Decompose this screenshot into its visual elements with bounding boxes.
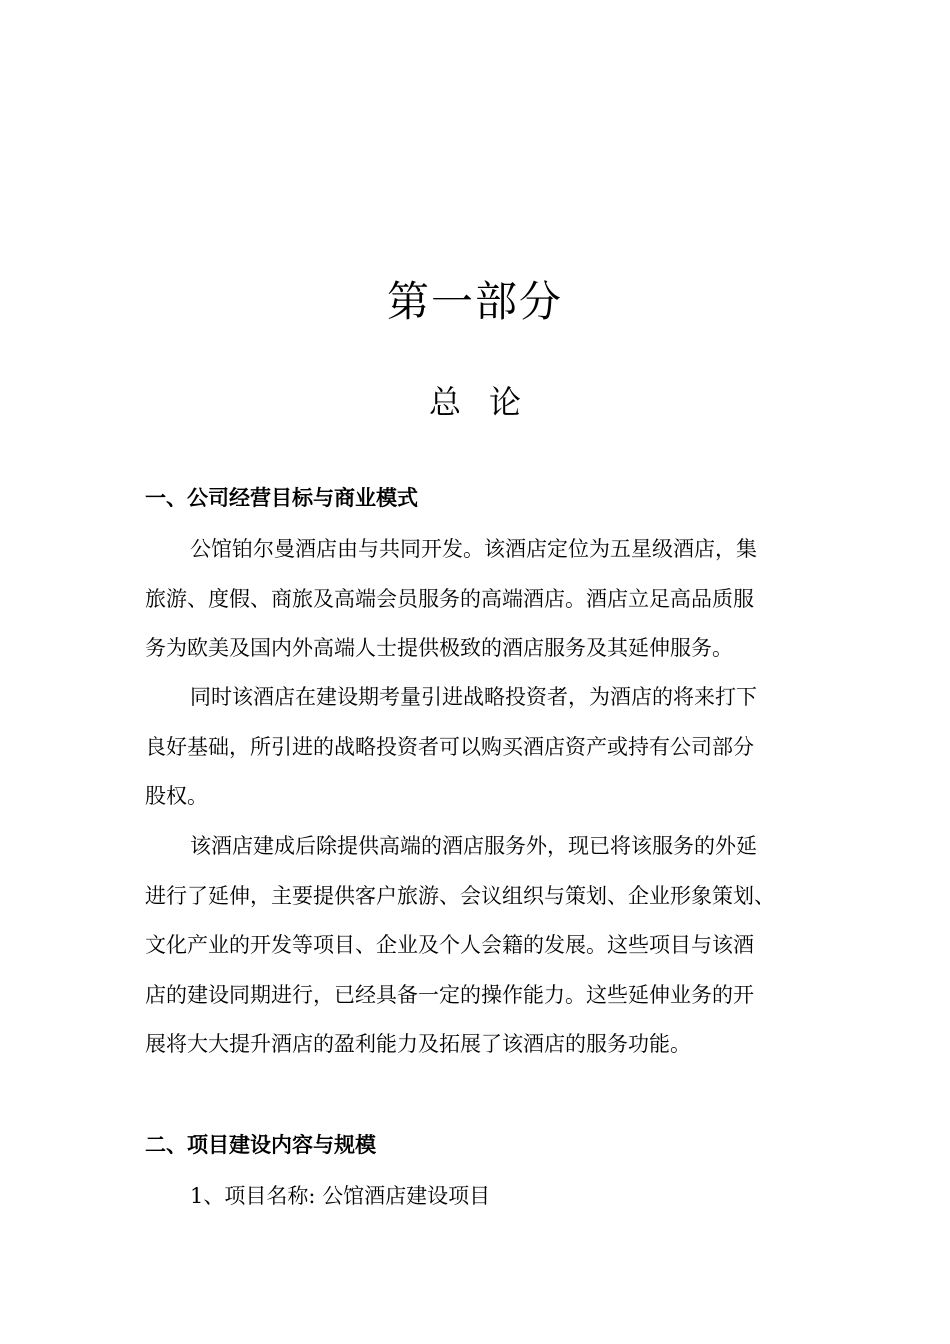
paragraph-line: 旅游、度假、商旅及高端会员服务的高端酒店。酒店立足高品质服: [145, 586, 754, 611]
paragraph-line: 进行了延伸，主要提供客户旅游、会议组织与策划、企业形象策划、: [145, 883, 775, 908]
paragraph-line: 务为欧美及国内外高端人士提供极致的酒店服务及其延伸服务。: [145, 636, 733, 660]
list-item: 1、项目名称: 公馆酒店建设项目: [190, 1184, 491, 1208]
paragraph-line: 展将大大提升酒店的盈利能力及拓展了该酒店的服务功能。: [145, 1032, 691, 1056]
paragraph-line: 该酒店建成后除提供高端的酒店服务外，现已将该服务的外延: [190, 834, 757, 858]
paragraph-line: 公馆铂尔曼酒店由与共同开发。该酒店定位为五星级酒店，集: [190, 537, 757, 561]
section-heading-1: 一、公司经营目标与商业模式: [145, 486, 418, 510]
paragraph-line: 同时该酒店在建设期考量引进战略投资者，为酒店的将来打下: [190, 685, 757, 709]
section-title-char-2: 论: [489, 383, 522, 421]
part-title: 第一部分: [386, 277, 563, 326]
paragraph-line: 文化产业的开发等项目、企业及个人会籍的发展。这些项目与该酒: [145, 933, 754, 957]
paragraph-line: 店的建设同期进行，已经具备一定的操作能力。这些延伸业务的开: [145, 982, 754, 1007]
section-title: [0, 378, 950, 426]
paragraph-line: 股权。: [145, 784, 208, 808]
paragraph-1: [145, 525, 815, 674]
paragraph-line: 良好基础，所引进的战略投资者可以购买酒店资产或持有公司部分: [145, 734, 754, 759]
section-heading-2: 二、项目建设内容与规模: [145, 1133, 376, 1157]
paragraph-2: [145, 673, 815, 822]
section-title-char-1: 总: [428, 383, 461, 421]
paragraph-3: [145, 822, 815, 1070]
